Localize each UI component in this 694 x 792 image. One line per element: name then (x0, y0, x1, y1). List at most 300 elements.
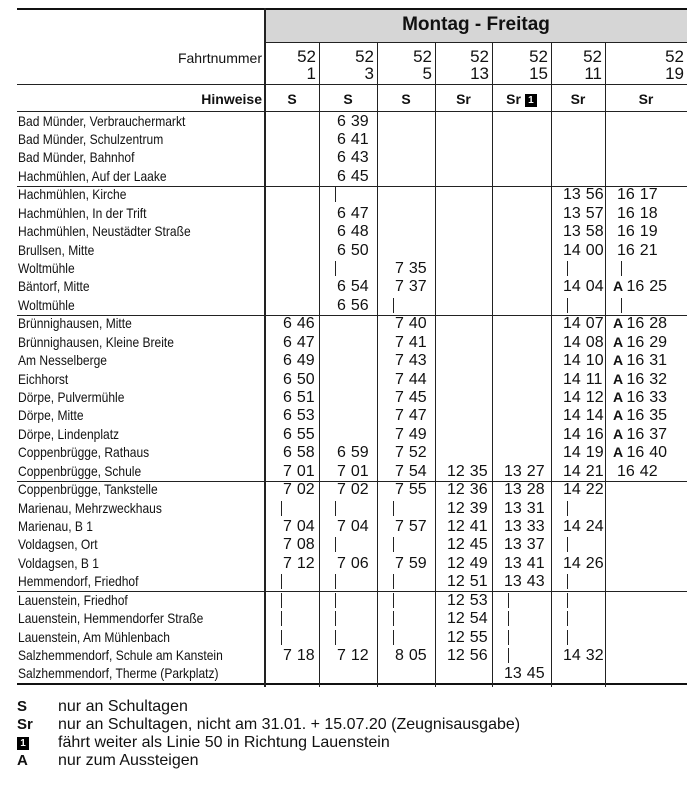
time-minute: 43 (408, 352, 427, 370)
time-hour: 6 (337, 112, 346, 130)
time-minute: 35 (469, 462, 488, 480)
time-minute: 08 (296, 536, 315, 554)
departure-time (504, 665, 545, 682)
stop-name: Bad Münder, Verbrauchermarkt (18, 112, 186, 129)
stop-name: Lauenstein, Hemmendorfer Straße (18, 610, 204, 627)
time-hour: 6 (283, 388, 292, 406)
time-hour: 14 (563, 646, 581, 664)
block-separator (17, 683, 687, 685)
pass-through-mark (393, 611, 394, 626)
stop-column-divider (264, 8, 266, 687)
departure-time (447, 481, 488, 498)
departure-time (613, 315, 667, 332)
alight-only-marker: A (613, 407, 627, 424)
time-minute: 33 (649, 388, 668, 406)
time-hour: 7 (395, 259, 404, 277)
time-minute: 56 (350, 296, 369, 314)
stop-name: Hachmühlen, In der Trift (18, 204, 147, 221)
departure-time (277, 444, 315, 461)
time-hour: 16 (626, 278, 645, 296)
trip-column-divider (551, 42, 552, 687)
departure-time (389, 334, 427, 351)
time-hour: 12 (447, 536, 465, 554)
time-minute: 01 (296, 462, 315, 480)
time-hour: 7 (395, 517, 404, 535)
departure-time (331, 242, 369, 259)
time-minute: 32 (585, 646, 604, 664)
time-hour: 14 (563, 315, 581, 333)
departure-time (617, 205, 658, 222)
trip-column-divider (492, 42, 493, 687)
pass-through-mark (508, 593, 509, 608)
time-hour: 13 (563, 186, 581, 204)
pass-through-mark (281, 593, 282, 608)
departure-time (331, 223, 369, 240)
time-hour: 6 (337, 444, 346, 462)
departure-time (389, 481, 427, 498)
trip-hinweis-code: Sr (456, 91, 471, 107)
stop-name: Marienau, Mehrzweckhaus (18, 499, 162, 516)
time-hour: 7 (395, 407, 404, 425)
pass-through-mark (567, 611, 568, 626)
time-hour: 12 (447, 517, 465, 535)
hinweise-label: Hinweise (201, 91, 262, 107)
departure-time (389, 260, 427, 277)
top-rule (17, 8, 687, 10)
departure-time (447, 629, 488, 646)
departure-time (331, 518, 369, 535)
trip-column-divider (319, 42, 320, 687)
time-hour: 16 (626, 425, 645, 443)
time-minute: 04 (585, 278, 604, 296)
departure-time (331, 647, 369, 664)
departure-time (563, 223, 604, 240)
departure-time (563, 334, 604, 351)
time-hour: 14 (563, 278, 581, 296)
time-minute: 45 (350, 167, 369, 185)
time-hour: 14 (563, 388, 581, 406)
legend-description: nur zum Aussteigen (58, 752, 199, 769)
departure-time (447, 592, 488, 609)
stop-name: Voldagsen, B 1 (18, 554, 100, 571)
time-minute: 52 (408, 444, 427, 462)
legend-key: S (17, 698, 28, 715)
pass-through-mark (335, 187, 336, 202)
time-hour: 16 (617, 462, 635, 480)
fahrtnummer-label: Fahrtnummer (177, 50, 262, 66)
time-hour: 7 (395, 444, 404, 462)
time-minute: 28 (649, 315, 668, 333)
departure-time (447, 647, 488, 664)
time-hour: 12 (447, 573, 465, 591)
time-hour: 7 (337, 646, 346, 664)
trip-column-divider (605, 42, 606, 687)
departure-time (389, 389, 427, 406)
alight-only-marker: A (613, 278, 627, 295)
time-hour: 7 (283, 517, 292, 535)
legend-description: fährt weiter als Linie 50 in Richtung Lauenstein (58, 734, 390, 751)
pass-through-mark (567, 261, 568, 276)
stop-name: Hachmühlen, Auf der Laake (18, 167, 167, 184)
pass-through-mark (567, 593, 568, 608)
legend-description: nur an Schultagen (58, 698, 188, 715)
time-minute: 33 (526, 517, 545, 535)
departure-time (389, 315, 427, 332)
time-hour: 7 (337, 481, 346, 499)
time-hour: 13 (504, 481, 522, 499)
departure-time (331, 444, 369, 461)
pass-through-mark (335, 501, 336, 516)
pass-through-mark (335, 574, 336, 589)
time-minute: 58 (585, 223, 604, 241)
time-minute: 58 (296, 444, 315, 462)
time-minute: 53 (296, 407, 315, 425)
stop-name: Coppenbrügge, Schule (18, 462, 142, 479)
departure-time (389, 407, 427, 424)
pass-through-mark (567, 574, 568, 589)
time-minute: 04 (296, 517, 315, 535)
time-minute: 12 (296, 554, 315, 572)
trip-line-number: 52 (413, 47, 432, 66)
time-minute: 56 (585, 186, 604, 204)
trip-hinweis (551, 91, 605, 107)
time-minute: 49 (469, 554, 488, 572)
time-minute: 02 (350, 481, 369, 499)
departure-time (563, 186, 604, 203)
alight-only-marker: A (613, 388, 627, 405)
time-minute: 22 (585, 481, 604, 499)
pass-through-mark (393, 574, 394, 589)
departure-time (277, 518, 315, 535)
stop-name: Hachmühlen, Kirche (18, 186, 127, 203)
pass-through-mark (281, 501, 282, 516)
alight-only-marker: A (613, 352, 627, 369)
time-hour: 7 (395, 425, 404, 443)
time-hour: 12 (447, 462, 465, 480)
departure-time (331, 481, 369, 498)
stop-name: Voldagsen, Ort (18, 536, 98, 553)
time-minute: 57 (585, 204, 604, 222)
time-minute: 42 (639, 462, 658, 480)
time-hour: 12 (447, 481, 465, 499)
time-minute: 54 (408, 462, 427, 480)
pass-through-mark (508, 611, 509, 626)
trip-column-divider (435, 42, 436, 687)
time-minute: 43 (526, 573, 545, 591)
time-minute: 16 (585, 425, 604, 443)
time-hour: 16 (626, 352, 645, 370)
time-minute: 00 (585, 241, 604, 259)
time-hour: 6 (283, 333, 292, 351)
departure-time (613, 426, 667, 443)
time-hour: 16 (626, 407, 645, 425)
legend-key: A (17, 752, 28, 769)
time-hour: 13 (563, 204, 581, 222)
time-hour: 7 (283, 536, 292, 554)
legend-description: nur an Schultagen, nicht am 31.01. + 15.07.20 (Zeugnisausgabe) (58, 716, 521, 733)
time-hour: 16 (626, 315, 645, 333)
time-minute: 50 (350, 241, 369, 259)
time-minute: 46 (296, 315, 315, 333)
time-hour: 14 (563, 444, 581, 462)
time-minute: 08 (585, 333, 604, 351)
departure-time (389, 371, 427, 388)
time-minute: 01 (350, 462, 369, 480)
time-minute: 57 (408, 517, 427, 535)
departure-time (504, 518, 545, 535)
stop-name: Woltmühle (18, 296, 75, 313)
stop-name: Lauenstein, Friedhof (18, 591, 128, 608)
stop-name: Am Nesselberge (18, 352, 108, 369)
trip-hinweis (605, 91, 687, 107)
trip-column-divider (377, 42, 378, 687)
stop-name: Salzhemmendorf, Therme (Parkplatz) (18, 665, 219, 682)
time-hour: 7 (395, 352, 404, 370)
pass-through-mark (335, 593, 336, 608)
time-hour: 7 (283, 462, 292, 480)
departure-time (331, 278, 369, 295)
time-minute: 54 (350, 278, 369, 296)
time-hour: 16 (626, 370, 645, 388)
departure-time (389, 518, 427, 535)
departure-time (331, 131, 369, 148)
stop-name: Woltmühle (18, 259, 75, 276)
departure-time (563, 389, 604, 406)
departure-time (389, 555, 427, 572)
time-minute: 18 (296, 646, 315, 664)
time-hour: 7 (395, 554, 404, 572)
time-hour: 6 (337, 278, 346, 296)
time-hour: 12 (447, 499, 465, 517)
time-hour: 12 (447, 591, 465, 609)
stop-name: Bad Münder, Schulzentrum (18, 130, 164, 147)
continuation-marker-box: 1 (17, 737, 29, 750)
time-hour: 13 (504, 517, 522, 535)
time-minute: 11 (585, 370, 603, 388)
departure-time (389, 426, 427, 443)
time-minute: 53 (469, 591, 488, 609)
pass-through-mark (567, 501, 568, 516)
pass-through-mark (621, 261, 622, 276)
departure-time (617, 223, 658, 240)
departure-time (563, 407, 604, 424)
days-header: Montag - Freitag (265, 8, 687, 42)
departure-time (389, 647, 427, 664)
departure-time (504, 463, 545, 480)
time-hour: 14 (563, 241, 581, 259)
stop-name: Eichhorst (18, 370, 69, 387)
continuation-marker-box: 1 (525, 94, 537, 107)
departure-time (563, 371, 602, 388)
time-hour: 7 (395, 370, 404, 388)
stop-name: Hachmühlen, Neustädter Straße (18, 223, 191, 240)
pass-through-mark (393, 537, 394, 552)
time-minute: 19 (585, 444, 604, 462)
pass-through-mark (508, 648, 509, 663)
trip-line-number: 52 (583, 47, 602, 66)
departure-time (613, 371, 667, 388)
departure-time (277, 389, 315, 406)
departure-time (277, 315, 315, 332)
departure-time (331, 463, 369, 480)
trip-hinweis-code: Sr (638, 91, 654, 107)
pass-through-mark (281, 611, 282, 626)
time-minute: 35 (649, 407, 668, 425)
stop-name: Brünnighausen, Kleine Breite (18, 333, 174, 350)
trip-hinweis (377, 91, 435, 107)
time-hour: 7 (395, 481, 404, 499)
time-minute: 44 (408, 370, 427, 388)
stop-name: Hemmendorf, Friedhof (18, 573, 139, 590)
stop-name: Bad Münder, Bahnhof (18, 149, 135, 166)
time-minute: 43 (350, 149, 369, 167)
time-hour: 6 (283, 407, 292, 425)
time-hour: 7 (283, 646, 292, 664)
time-hour: 14 (563, 425, 581, 443)
time-hour: 6 (283, 444, 292, 462)
departure-time (613, 389, 667, 406)
departure-time (563, 444, 604, 461)
departure-time (331, 555, 369, 572)
time-hour: 7 (337, 462, 346, 480)
time-hour: 14 (563, 407, 581, 425)
time-minute: 05 (408, 646, 427, 664)
fahrtnummer-rule (17, 84, 687, 85)
time-minute: 31 (526, 499, 545, 517)
time-hour: 6 (283, 370, 292, 388)
time-minute: 51 (469, 573, 488, 591)
pass-through-mark (393, 298, 394, 313)
time-hour: 6 (337, 130, 346, 148)
time-minute: 41 (526, 554, 545, 572)
legend-key (17, 734, 29, 752)
trip-number: 3 (364, 64, 374, 83)
time-minute: 27 (526, 462, 545, 480)
stop-name: Coppenbrügge, Tankstelle (18, 481, 158, 498)
time-hour: 12 (447, 554, 465, 572)
time-minute: 32 (649, 370, 668, 388)
time-hour: 14 (563, 481, 581, 499)
time-hour: 7 (283, 481, 292, 499)
pass-through-mark (508, 630, 509, 645)
time-minute: 37 (526, 536, 545, 554)
time-minute: 47 (408, 407, 427, 425)
departure-time (563, 555, 604, 572)
departure-time (563, 426, 604, 443)
time-minute: 55 (408, 481, 427, 499)
time-hour: 14 (563, 517, 581, 535)
alight-only-marker: A (613, 333, 627, 350)
departure-time (331, 149, 369, 166)
departure-time (447, 463, 488, 480)
departure-time (563, 481, 604, 498)
time-hour: 7 (395, 315, 404, 333)
trip-number: 11 (584, 64, 602, 83)
departure-time (563, 518, 604, 535)
time-minute: 45 (526, 665, 545, 683)
time-hour: 7 (395, 462, 404, 480)
stop-name: Brünnighausen, Mitte (18, 315, 132, 332)
departure-time (504, 481, 545, 498)
time-minute: 06 (350, 554, 369, 572)
trip-hinweis (435, 91, 492, 107)
alight-only-marker: A (613, 370, 627, 387)
departure-time (331, 297, 369, 314)
time-hour: 13 (504, 536, 522, 554)
pass-through-mark (335, 261, 336, 276)
alight-only-marker: A (613, 315, 627, 332)
time-hour: 7 (395, 333, 404, 351)
time-minute: 10 (585, 352, 604, 370)
time-minute: 49 (408, 425, 427, 443)
time-hour: 6 (337, 167, 346, 185)
stop-name: Salzhemmendorf, Schule am Kanstein (18, 646, 223, 663)
time-hour: 6 (283, 315, 292, 333)
departure-time (613, 278, 667, 295)
time-minute: 55 (469, 628, 488, 646)
departure-time (331, 205, 369, 222)
departure-time (563, 205, 604, 222)
time-minute: 37 (649, 425, 668, 443)
departure-time (389, 444, 427, 461)
departure-time (504, 536, 545, 553)
time-minute: 29 (649, 333, 668, 351)
time-hour: 6 (337, 204, 346, 222)
time-hour: 7 (337, 554, 346, 572)
time-minute: 55 (296, 425, 315, 443)
time-minute: 47 (296, 333, 315, 351)
departure-time (277, 647, 315, 664)
departure-time (504, 500, 545, 517)
time-minute: 47 (350, 204, 369, 222)
time-minute: 12 (585, 388, 604, 406)
stop-name: Marienau, B 1 (18, 517, 93, 534)
pass-through-mark (281, 630, 282, 645)
time-hour: 6 (283, 352, 292, 370)
time-hour: 16 (617, 186, 635, 204)
departure-time (277, 555, 315, 572)
pass-through-mark (567, 537, 568, 552)
time-hour: 6 (337, 223, 346, 241)
time-minute: 02 (296, 481, 315, 499)
time-minute: 59 (408, 554, 427, 572)
trip-number: 5 (422, 64, 432, 83)
departure-time (277, 352, 315, 369)
trip-hinweis-code: S (343, 91, 353, 107)
departure-time (504, 573, 545, 590)
departure-time (617, 242, 658, 259)
departure-time (504, 555, 545, 572)
time-hour: 16 (617, 204, 635, 222)
time-minute: 25 (649, 278, 668, 296)
time-minute: 28 (526, 481, 545, 499)
departure-time (563, 242, 604, 259)
pass-through-mark (281, 574, 282, 589)
departure-time (613, 444, 667, 461)
time-hour: 16 (617, 223, 635, 241)
time-minute: 21 (639, 241, 658, 259)
time-hour: 7 (283, 554, 292, 572)
trip-hinweis (492, 91, 551, 107)
header-rule (265, 42, 687, 43)
departure-time (617, 186, 658, 203)
time-hour: 14 (563, 352, 581, 370)
time-minute: 17 (639, 186, 658, 204)
departure-time (277, 481, 315, 498)
time-hour: 16 (626, 388, 645, 406)
trip-number: 15 (529, 64, 548, 83)
time-minute: 40 (649, 444, 668, 462)
